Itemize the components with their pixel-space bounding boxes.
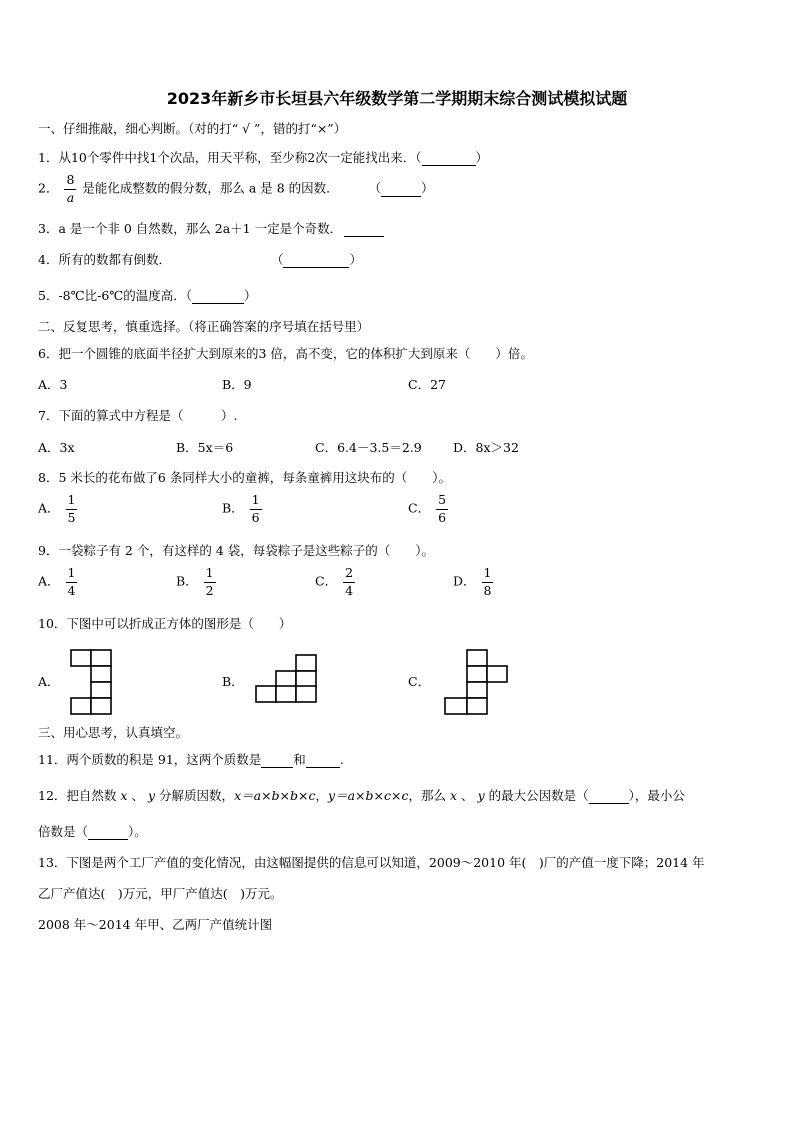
fraction-denominator: 6	[251, 509, 260, 525]
option-label: C．	[315, 573, 338, 589]
option-c[interactable]: C．6.4－3.5＝2.9	[315, 440, 422, 455]
fraction-denominator: 4	[345, 582, 354, 598]
equation-y: y＝a×b×c×c	[328, 788, 409, 803]
option-label: C．	[408, 500, 431, 516]
fraction-numerator: 1	[204, 567, 216, 583]
question-12-line-1	[38, 786, 685, 804]
separator: 、	[461, 788, 474, 803]
cube-net-a-figure	[66, 648, 116, 716]
question-4-text: 4．所有的数都有倒数．	[38, 252, 171, 267]
question-5-text: 5．-8℃比-6℃的温度高．（	[38, 288, 193, 303]
section-3-heading: 三、用心思考，认真填空。	[38, 725, 189, 740]
answer-blank[interactable]	[422, 150, 476, 166]
question-1-close: ）	[475, 150, 489, 165]
answer-blank[interactable]	[381, 181, 421, 197]
question-11	[38, 750, 344, 768]
option-a[interactable]: A．3x	[38, 440, 75, 455]
option-b[interactable]: B．5x＝6	[176, 440, 234, 455]
question-2	[38, 174, 434, 204]
option-c[interactable]: C．27	[408, 377, 446, 392]
question-12-text: ，那么	[408, 788, 446, 803]
question-12-text: 的最大公因数是（	[488, 788, 589, 803]
question-4-close: ）	[349, 252, 362, 267]
option-label: A．	[38, 500, 60, 516]
page-title: 2023年新乡市长垣县六年级数学第二学期期末综合测试模拟试题	[166, 89, 628, 108]
option-b[interactable]: B．9	[222, 377, 252, 392]
fraction-numerator: 1	[66, 494, 78, 510]
section-2-heading: 二、反复思考，慎重选择。（将正确答案的序号填在括号里）	[38, 319, 370, 334]
question-1-text: 1．从10个零件中找1个次品，用天平称，至少称2次一定能找出来．（	[38, 150, 422, 165]
fraction-numerator: 5	[436, 494, 448, 510]
option-b[interactable]	[222, 494, 264, 524]
separator: ，	[315, 788, 329, 803]
question-3-text: 3．a 是一个非 0 自然数，那么 2a＋1 一定是个奇数．	[38, 221, 343, 236]
chart-caption: 2008 年～2014 年甲、乙两厂产值统计图	[38, 917, 273, 932]
question-11-text: 11．两个质数的积是 91，这两个质数是	[38, 752, 262, 767]
fraction-numerator: 8	[64, 174, 76, 190]
option-c[interactable]	[315, 567, 357, 597]
question-3	[38, 219, 384, 237]
fraction	[436, 494, 448, 524]
fraction-numerator: 1	[66, 567, 78, 583]
answer-blank[interactable]	[261, 752, 293, 768]
cube-net-c-figure	[442, 648, 512, 716]
equation-x: x＝a×b×b×c	[234, 788, 316, 803]
separator: 、	[131, 788, 144, 803]
question-10-text: 10．下图中可以折成正方体的图形是（ ）	[38, 616, 292, 631]
question-12-text: 倍数是（	[38, 824, 89, 839]
question-2-open: （	[368, 180, 382, 196]
option-a[interactable]: A．3	[38, 377, 68, 392]
question-5-close: ）	[244, 288, 257, 303]
variable-y: y	[147, 788, 156, 803]
answer-blank[interactable]	[283, 252, 349, 268]
question-6-text: 6．把一个圆锥的底面半径扩大到原来的3 倍，高不变，它的体积扩大到原来（ ）倍。	[38, 346, 533, 361]
option-c[interactable]	[408, 494, 450, 524]
question-12-text: 12．把自然数	[38, 788, 117, 803]
option-label: B．	[222, 500, 244, 516]
option-label: A．	[38, 573, 60, 589]
option-d[interactable]: D．8x＞32	[453, 440, 519, 455]
fraction-denominator: 8	[483, 582, 492, 598]
fraction-denominator: 5	[67, 509, 76, 525]
fraction-denominator: a	[66, 189, 75, 205]
option-a[interactable]	[38, 567, 79, 597]
question-11-end: .	[339, 752, 344, 767]
option-a[interactable]: A．	[38, 674, 60, 689]
answer-blank[interactable]	[589, 788, 629, 804]
question-4-open: （	[270, 252, 284, 267]
question-7-text: 7．下面的算式中方程是（ ）.	[38, 408, 238, 423]
fraction	[204, 567, 216, 597]
fraction	[64, 174, 76, 204]
fraction-numerator: 1	[482, 567, 494, 583]
fraction	[482, 567, 494, 597]
fraction	[343, 567, 355, 597]
question-11-mid: 和	[293, 752, 306, 767]
option-b[interactable]	[176, 567, 218, 597]
fraction-denominator: 2	[205, 582, 214, 598]
option-a[interactable]	[38, 494, 79, 524]
answer-blank[interactable]	[88, 824, 128, 840]
question-2-close: ）	[421, 180, 434, 196]
question-9-text: 9．一袋粽子有 2 个，有这样的 4 袋，每袋粽子是这些粽子的（ ）。	[38, 543, 435, 558]
option-d[interactable]	[453, 567, 495, 597]
variable-y: y	[477, 788, 485, 803]
option-label: D．	[453, 573, 476, 589]
question-13-line-1: 13．下图是两个工厂产值的变化情况，由这幅图提供的信息可以知道，2009～2010 年( )厂的产值一度下降；2014 年	[38, 855, 705, 870]
cube-net-b-figure	[252, 653, 322, 703]
question-12-text: 分解质因数，	[159, 788, 235, 803]
answer-blank[interactable]	[344, 221, 384, 237]
fraction	[66, 567, 78, 597]
question-5	[38, 286, 257, 304]
question-2-text: 是能化成整数的假分数，那么 a 是 8 的因数．	[82, 180, 339, 196]
question-1	[38, 148, 488, 166]
question-12-line-2	[38, 822, 147, 840]
option-b[interactable]: B．	[222, 674, 244, 689]
answer-blank[interactable]	[192, 288, 244, 304]
question-8-text: 8．5 米长的花布做了6 条同样大小的童裤，每条童裤用这块布的（ ）。	[38, 470, 452, 485]
fraction-denominator: 4	[67, 582, 76, 598]
fraction-numerator: 1	[250, 494, 262, 510]
variable-x: x	[449, 788, 458, 803]
question-12-text: ），最小公	[628, 788, 685, 803]
variable-x: x	[120, 788, 128, 803]
fraction-denominator: 6	[438, 509, 447, 525]
fraction	[66, 494, 78, 524]
question-13-line-2: 乙厂产值达( )万元，甲厂产值达( )万元。	[38, 886, 283, 901]
section-1-heading: 一、仔细推敲，细心判断。（对的打“ √ ”，错的打“×”）	[38, 121, 347, 136]
option-label: B．	[176, 573, 198, 589]
fraction	[250, 494, 262, 524]
question-12-text: ）。	[128, 824, 147, 839]
fraction-numerator: 2	[343, 567, 355, 583]
question-2-number: 2．	[38, 180, 59, 196]
answer-blank[interactable]	[306, 752, 340, 768]
option-c[interactable]: C．	[408, 674, 431, 689]
question-4	[38, 250, 362, 268]
